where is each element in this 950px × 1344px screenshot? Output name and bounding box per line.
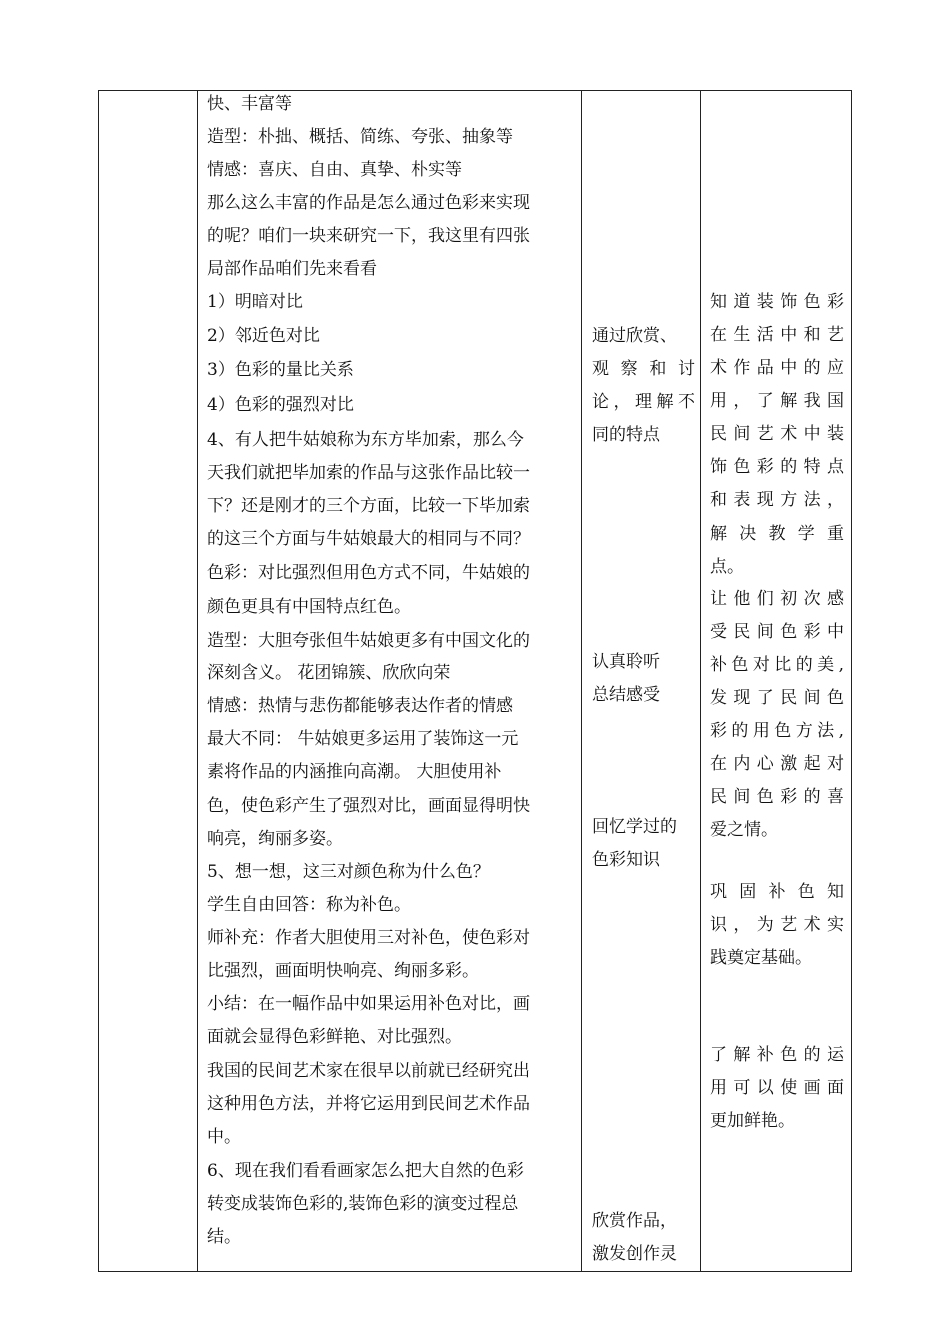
- text-line: 巩固补色知: [710, 882, 844, 902]
- text-line: 我国的民间艺术家在很早以前就已经研究出: [207, 1061, 530, 1081]
- text-line: 知道装饰色彩: [710, 292, 844, 312]
- text-line: 了解补色的运: [710, 1045, 844, 1065]
- text-line: 的这三个方面与牛姑娘最大的相同与不同？: [207, 529, 530, 549]
- text-line: 术作品中的应: [710, 358, 844, 378]
- text-line: 情感：热情与悲伤都能够表达作者的情感: [207, 696, 513, 716]
- text-line: 3）色彩的量比关系: [207, 360, 354, 380]
- text-line: 回忆学过的: [592, 817, 677, 837]
- text-line: 认真聆听: [592, 652, 660, 672]
- text-line: 点。: [710, 557, 744, 577]
- text-line: 小结：在一幅作品中如果运用补色对比，画: [207, 994, 530, 1014]
- text-line: 面就会显得色彩鲜艳、对比强烈。: [207, 1027, 462, 1047]
- text-line: 造型：大胆夸张但牛姑娘更多有中国文化的: [207, 631, 530, 651]
- text-line: 和表现方法，: [710, 490, 844, 510]
- text-line: 解决教学重: [710, 524, 844, 544]
- text-line: 5、想一想，这三对颜色称为什么色？: [207, 862, 490, 882]
- text-line: 造型：朴拙、概括、简练、夸张、抽象等: [207, 127, 513, 147]
- design-intent-cell: [710, 91, 844, 1271]
- text-line: 1）明暗对比: [207, 292, 303, 312]
- text-line: 彩的用色方法,: [710, 721, 844, 741]
- text-line: 快、丰富等: [207, 94, 292, 114]
- text-line: 色，使色彩产生了强烈对比，画面显得明快: [207, 796, 530, 816]
- text-line: 比强烈，画面明快响亮、绚丽多彩。: [207, 961, 479, 981]
- text-line: 识，为艺术实: [710, 915, 844, 935]
- text-line: 让他们初次感: [710, 589, 844, 609]
- text-line: 中。: [207, 1127, 241, 1147]
- text-line: 践奠定基础。: [710, 948, 812, 968]
- text-line: 激发创作灵: [592, 1244, 677, 1264]
- text-line: 颜色更具有中国特点红色。: [207, 597, 411, 617]
- text-line: 用可以使画面: [710, 1078, 844, 1098]
- text-line: 师补充：作者大胆使用三对补色，使色彩对: [207, 928, 530, 948]
- text-line: 响亮，绚丽多姿。: [207, 829, 343, 849]
- text-line: 补色对比的美,: [710, 655, 844, 675]
- text-line: 这种用色方法，并将它运用到民间艺术作品: [207, 1094, 530, 1114]
- text-line: 6、现在我们看看画家怎么把大自然的色彩: [207, 1161, 524, 1181]
- text-line: 素将作品的内涵推向高潮。 大胆使用补: [207, 762, 502, 782]
- text-line: 同的特点: [592, 425, 660, 445]
- text-line: 通过欣赏、: [592, 326, 677, 346]
- text-line: 更加鲜艳。: [710, 1111, 795, 1131]
- teacher-activity-cell: [207, 91, 577, 1271]
- text-line: 受民间色彩中: [710, 622, 844, 642]
- text-line: 局部作品咱们先来看看: [207, 259, 377, 279]
- text-line: 转变成装饰色彩的,装饰色彩的演变过程总: [207, 1194, 519, 1214]
- text-line: 深刻含义。 花团锦簇、欣欣向荣: [207, 663, 451, 683]
- text-line: 最大不同： 牛姑娘更多运用了装饰这一元: [207, 729, 519, 749]
- text-line: 发现了民间色: [710, 688, 844, 708]
- text-line: 色彩知识: [592, 850, 660, 870]
- text-line: 民间艺术中装: [710, 424, 844, 444]
- text-line: 色彩：对比强烈但用色方式不同，牛姑娘的: [207, 563, 530, 583]
- text-line: 学生自由回答：称为补色。: [207, 895, 411, 915]
- column-divider: [700, 91, 701, 1271]
- text-line: 饰色彩的特点: [710, 457, 844, 477]
- text-line: 观察和讨: [592, 359, 695, 379]
- text-line: 天我们就把毕加索的作品与这张作品比较一: [207, 463, 530, 483]
- text-line: 在内心激起对: [710, 754, 844, 774]
- text-line: 欣赏作品，: [592, 1211, 677, 1231]
- student-activity-cell: [592, 91, 695, 1271]
- text-line: 那么这么丰富的作品是怎么通过色彩来实现: [207, 193, 530, 213]
- text-line: 民间色彩的喜: [710, 787, 844, 807]
- text-line: 用，了解我国: [710, 391, 844, 411]
- text-line: 总结感受: [592, 685, 660, 705]
- text-line: 下？还是刚才的三个方面，比较一下毕加索: [207, 496, 530, 516]
- text-line: 4、有人把牛姑娘称为东方毕加索，那么今: [207, 430, 524, 450]
- text-line: 爱之情。: [710, 820, 778, 840]
- text-line: 2）邻近色对比: [207, 326, 320, 346]
- column-divider: [581, 91, 582, 1271]
- text-line: 结。: [207, 1227, 241, 1247]
- text-line: 的呢？咱们一块来研究一下，我这里有四张: [207, 226, 530, 246]
- text-line: 论，理解不: [592, 392, 695, 412]
- text-line: 4）色彩的强烈对比: [207, 395, 354, 415]
- column-divider: [197, 91, 198, 1271]
- text-line: 在生活中和艺: [710, 325, 844, 345]
- lesson-table: [98, 90, 852, 1272]
- text-line: 情感：喜庆、自由、真挚、朴实等: [207, 160, 462, 180]
